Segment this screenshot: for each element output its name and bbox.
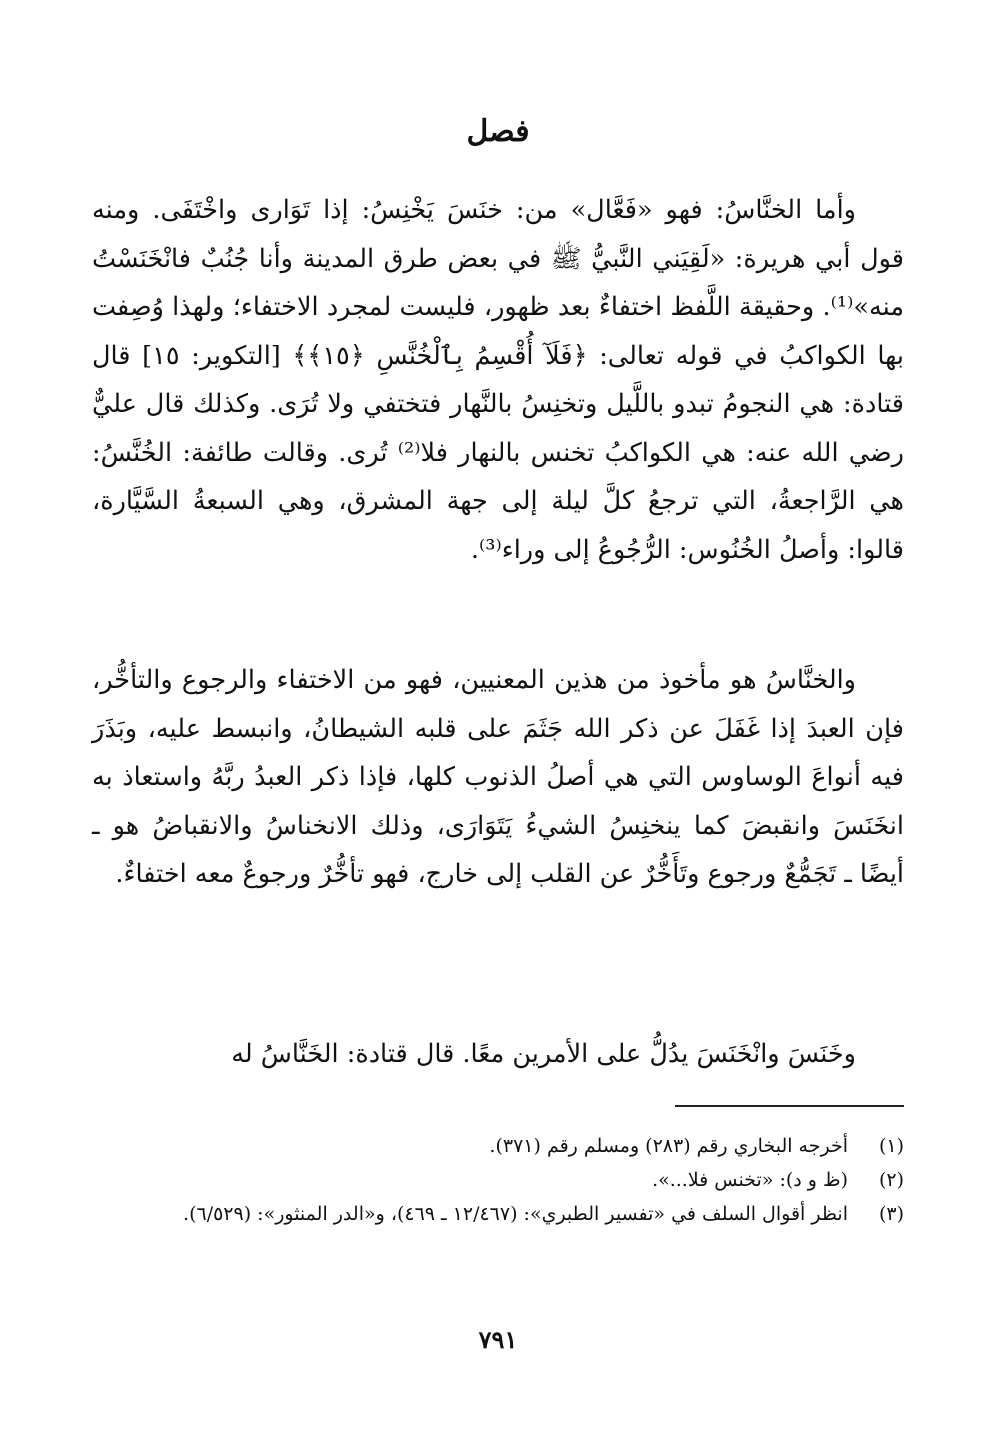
section-heading: فصل [466, 114, 530, 149]
footnote [92, 1130, 904, 1162]
footnote-number: (٣) [878, 1203, 904, 1225]
paragraph-1-block [92, 186, 904, 574]
footnotes [92, 1130, 904, 1232]
paragraph-2-block [92, 656, 904, 899]
paragraph: وخَنَسَ وانْخَنَسَ يدُلُّ على الأمرين معًا. قال قتادة: الخَنَّاسُ له [231, 1039, 856, 1069]
footnote-separator [675, 1105, 904, 1107]
paragraph: والخنَّاسُ هو مأخوذ من هذين المعنيين، فهو من الاختفاء والرجوع والتأخُّر، فإن العبدَ إذا غَفَلَ عن ذكر الله جَثَمَ على قلبه الشيطانُ، وانبسط عليه، وبَذَرَ فيه أنواعَ الوساوس التي هي أصلُ الذنوب كلها، فإذا ذكر العبدُ ربَّهُ واستعاذ به انخَنَسَ وانقبضَ كما ينخنِسُ الشيءُ يَتَوَارَى، وذلك الانخناسُ والانقباضُ هو ـ أيضًا ـ تَجَمُّعٌ ورجوع وتَأَخُّرٌ عن القلب إلى خارج، فهو تأخُّرٌ ورجوعٌ معه اختفاءٌ. [92, 665, 904, 889]
footnote-text: (ظ و د): «تخنس فلا...». [652, 1169, 848, 1191]
footnote [92, 1198, 904, 1230]
paragraph: وأما الخنَّاسُ: فهو «فَعَّال» من: خنَسَ يَخْنِسُ: إذا تَوَارى واخْتَفَى. ومنه قول أبي هريرة: «لَقِيَني النَّبيُّ ﷺ في بعض طرق المدينة وأنا جُنُبٌ فانْخَنَسْتُ منه»⁽¹⁾. وحقيقة اللَّفظ اختفاءٌ بعد ظهور، فليست لمجرد الاختفاء؛ ولهذا وُصِفت بها الكواكبُ في قوله تعالى: ﴿فَلَآ أُقْسِمُ بِٱلْخُنَّسِ ﴿١٥﴾﴾ [التكوير: ١٥] قال قتادة: هي النجومُ تبدو باللَّيل وتخنِسُ بالنَّهار فتختفي ولا تُرَى. وكذلك قال عليٌّ رضي الله عنه: هي الكواكبُ تخنس بالنهار فلا⁽²⁾ تُرى. وقالت طائفة: الخُنَّسُ: هي الرَّاجعةُ، التي ترجعُ كلَّ ليلة إلى جهة المشرق، وهي السبعةُ السَّيَّارة، قالوا: وأصلُ الخُنُوس: الرُّجُوعُ إلى وراء⁽³⁾. [92, 195, 904, 565]
footnote-text: أخرجه البخاري رقم (٢٨٣) ومسلم رقم (٣٧١). [489, 1135, 848, 1157]
footnote [92, 1164, 904, 1196]
page-number: ٧٩١ [478, 1325, 518, 1354]
footnote-number: (٢) [878, 1169, 904, 1191]
paragraph-3-block [92, 1030, 904, 1079]
footnote-text: انظر أقوال السلف في «تفسير الطبري»: (١٢/٤٦٧ ـ ٤٦٩)، و«الدر المنثور»: (٦/٥٢٩). [183, 1203, 848, 1225]
footnote-number: (١) [878, 1135, 904, 1157]
